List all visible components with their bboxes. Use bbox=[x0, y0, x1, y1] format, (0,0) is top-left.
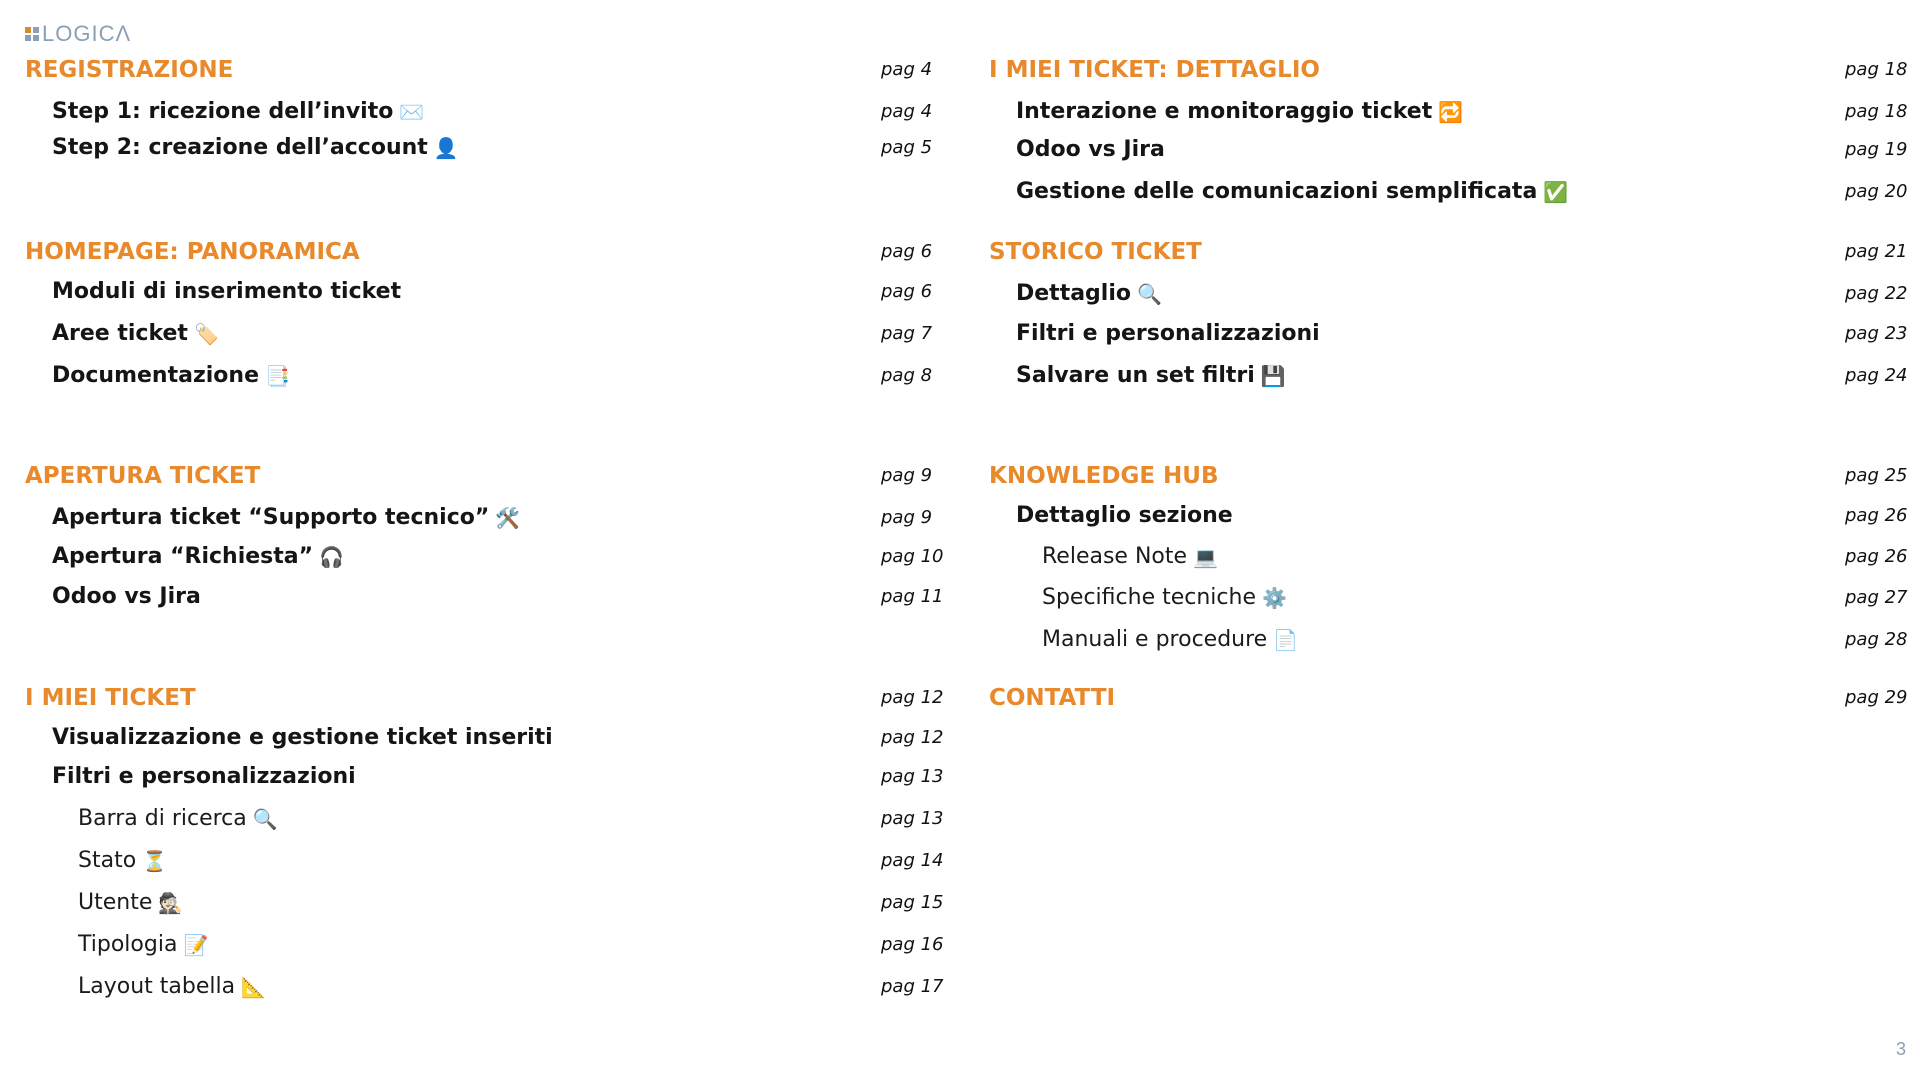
toc-section-entry[interactable] bbox=[989, 680, 1908, 716]
toc-entry-icon: ✉️ bbox=[399, 100, 425, 124]
toc-entry-icon: 📑 bbox=[265, 364, 290, 388]
toc-entry-icon: 🎧 bbox=[319, 545, 345, 569]
toc-entry-title bbox=[78, 927, 208, 963]
toc-entry-label: Interazione e monitoraggio ticket bbox=[1016, 99, 1433, 124]
toc-entry-label: Gestione delle comunicazioni semplificata bbox=[1016, 179, 1538, 204]
toc-section-entry[interactable] bbox=[989, 458, 1908, 494]
toc-sub2-entry[interactable] bbox=[25, 843, 944, 879]
toc-entry-label: CONTATTI bbox=[989, 685, 1116, 711]
toc-entry-title bbox=[1016, 132, 1165, 168]
toc-entry-icon: 👤 bbox=[433, 136, 459, 160]
toc-entry-title bbox=[78, 885, 183, 921]
toc-sub2-entry[interactable] bbox=[25, 927, 944, 963]
toc-entry-title bbox=[1016, 358, 1286, 394]
toc-entry-label: Specifiche tecniche bbox=[1042, 585, 1256, 610]
toc-entry-page: pag 14 bbox=[881, 850, 944, 871]
toc-entry-title bbox=[78, 843, 167, 879]
logo-mark-icon bbox=[25, 27, 39, 41]
toc-entry-title bbox=[78, 801, 278, 837]
toc-entry-label: Filtri e personalizzazioni bbox=[1016, 321, 1320, 346]
toc-entry-page: pag 29 bbox=[1845, 687, 1908, 708]
toc-entry-icon: 🏷️ bbox=[193, 322, 219, 346]
toc-entry-label: Step 2: creazione dell’account bbox=[52, 135, 428, 160]
toc-entry-icon: 💾 bbox=[1260, 364, 1286, 388]
toc-sub-entry[interactable] bbox=[25, 500, 940, 536]
logo bbox=[25, 21, 131, 47]
toc-sub-entry[interactable] bbox=[989, 174, 1908, 210]
toc-entry-title bbox=[52, 579, 201, 615]
toc-entry-page: pag 4 bbox=[881, 59, 933, 80]
toc-entry-page: pag 11 bbox=[881, 586, 944, 607]
toc-sub-entry[interactable] bbox=[25, 94, 940, 130]
toc-entry-page: pag 17 bbox=[881, 976, 944, 997]
toc-sub-entry[interactable] bbox=[25, 539, 944, 575]
toc-entry-page: pag 6 bbox=[881, 241, 933, 262]
toc-entry-title bbox=[52, 759, 356, 795]
toc-entry-label: I MIEI TICKET: DETTAGLIO bbox=[989, 57, 1320, 83]
toc-sub2-entry[interactable] bbox=[25, 801, 944, 837]
toc-entry-icon: 🛠️ bbox=[495, 506, 521, 530]
toc-entry-label: Manuali e procedure bbox=[1042, 627, 1268, 652]
toc-sub-entry[interactable] bbox=[25, 130, 940, 166]
toc-entry-title bbox=[1016, 174, 1568, 210]
toc-entry-label: Stato bbox=[78, 848, 137, 873]
toc-sub2-entry[interactable] bbox=[989, 580, 1908, 616]
toc-entry-title bbox=[52, 94, 424, 130]
toc-entry-label: Apertura ticket “Supporto tecnico” bbox=[52, 505, 490, 530]
toc-entry-page: pag 15 bbox=[881, 892, 944, 913]
toc-entry-title bbox=[1016, 94, 1463, 130]
toc-sub-entry[interactable] bbox=[989, 498, 1908, 534]
toc-sub2-entry[interactable] bbox=[989, 539, 1908, 575]
toc-sub-entry[interactable] bbox=[989, 132, 1908, 168]
toc-entry-title bbox=[989, 234, 1202, 270]
toc-entry-icon: 🔍 bbox=[252, 807, 278, 831]
toc-entry-page: pag 28 bbox=[1845, 629, 1908, 650]
toc-entry-page: pag 6 bbox=[881, 281, 933, 302]
toc-entry-label: REGISTRAZIONE bbox=[25, 57, 234, 83]
toc-entry-title bbox=[1016, 276, 1162, 312]
toc-entry-page: pag 10 bbox=[881, 546, 944, 567]
toc-entry-label: Barra di ricerca bbox=[78, 806, 247, 831]
toc-entry-page: pag 12 bbox=[881, 687, 944, 708]
toc-entry-title bbox=[989, 680, 1115, 716]
toc-entry-label: Moduli di inserimento ticket bbox=[52, 279, 402, 304]
toc-sub-entry[interactable] bbox=[25, 759, 944, 795]
toc-entry-label: Odoo vs Jira bbox=[1016, 137, 1165, 162]
toc-entry-label: Step 1: ricezione dell’invito bbox=[52, 99, 394, 124]
toc-entry-label: HOMEPAGE: PANORAMICA bbox=[25, 239, 360, 265]
toc-entry-label: Aree ticket bbox=[52, 321, 188, 346]
toc-entry-page: pag 27 bbox=[1845, 587, 1908, 608]
toc-sub2-entry[interactable] bbox=[25, 969, 944, 1005]
toc-entry-page: pag 18 bbox=[1845, 101, 1908, 122]
toc-entry-label: Tipologia bbox=[78, 932, 178, 957]
toc-entry-title bbox=[1042, 580, 1287, 616]
toc-sub2-entry[interactable] bbox=[25, 885, 944, 921]
toc-entry-icon: 💻 bbox=[1193, 545, 1218, 569]
toc-entry-label: Visualizzazione e gestione ticket inseriti bbox=[52, 725, 553, 750]
toc-entry-icon: ⚙️ bbox=[1261, 586, 1287, 610]
toc-entry-label: STORICO TICKET bbox=[989, 239, 1202, 265]
toc-entry-page: pag 4 bbox=[881, 101, 933, 122]
toc-entry-page: pag 23 bbox=[1845, 323, 1908, 344]
toc-entry-page: pag 5 bbox=[881, 137, 933, 158]
toc-entry-page: pag 16 bbox=[881, 934, 944, 955]
toc-sub2-entry[interactable] bbox=[989, 622, 1908, 658]
toc-entry-icon: 📐 bbox=[241, 975, 266, 999]
toc-entry-page: pag 22 bbox=[1845, 283, 1908, 304]
toc-sub-entry[interactable] bbox=[25, 316, 940, 352]
toc-entry-page: pag 8 bbox=[881, 365, 933, 386]
toc-entry-label: Release Note bbox=[1042, 544, 1188, 569]
toc-entry-title bbox=[25, 52, 233, 88]
toc-section-entry[interactable] bbox=[25, 52, 940, 88]
toc-entry-title bbox=[52, 358, 290, 394]
toc-entry-page: pag 12 bbox=[881, 727, 944, 748]
toc-entry-page: pag 9 bbox=[881, 465, 933, 486]
toc-entry-label: I MIEI TICKET bbox=[25, 685, 196, 711]
toc-entry-icon: ⏳ bbox=[142, 849, 168, 873]
toc-entry-title bbox=[52, 130, 459, 166]
toc-sub-entry[interactable] bbox=[25, 274, 940, 310]
toc-entry-title bbox=[25, 234, 360, 270]
toc-sub-entry[interactable] bbox=[989, 316, 1908, 352]
toc-entry-page: pag 25 bbox=[1845, 465, 1908, 486]
toc-section-entry[interactable] bbox=[25, 458, 940, 494]
toc-entry-icon: 🔍 bbox=[1137, 282, 1162, 306]
toc-entry-page: pag 24 bbox=[1845, 365, 1908, 386]
toc-entry-page: pag 9 bbox=[881, 507, 933, 528]
toc-entry-page: pag 26 bbox=[1845, 546, 1908, 567]
toc-entry-icon: 📝 bbox=[183, 933, 209, 957]
toc-entry-page: pag 19 bbox=[1845, 139, 1908, 160]
toc-entry-page: pag 26 bbox=[1845, 505, 1908, 526]
toc-sub-entry[interactable] bbox=[989, 276, 1908, 312]
logo-text: LOGICΛ bbox=[42, 21, 132, 46]
toc-entry-title bbox=[52, 274, 401, 310]
toc-entry-title bbox=[52, 500, 520, 536]
toc-entry-title bbox=[1042, 539, 1218, 575]
toc-entry-icon: 🔁 bbox=[1438, 100, 1464, 124]
toc-entry-page: pag 18 bbox=[1845, 59, 1908, 80]
toc-entry-label: Salvare un set filtri bbox=[1016, 363, 1255, 388]
toc-entry-label: APERTURA TICKET bbox=[25, 463, 261, 489]
toc-sub-entry[interactable] bbox=[989, 94, 1908, 130]
toc-entry-label: Apertura “Richiesta” bbox=[52, 544, 314, 569]
toc-entry-page: pag 7 bbox=[881, 323, 933, 344]
toc-entry-title bbox=[78, 969, 266, 1005]
toc-entry-title bbox=[989, 458, 1219, 494]
toc-entry-title bbox=[52, 539, 344, 575]
toc-section-entry[interactable] bbox=[25, 680, 944, 716]
toc-entry-label: KNOWLEDGE HUB bbox=[989, 463, 1219, 489]
toc-entry-title bbox=[25, 680, 196, 716]
toc-entry-title bbox=[1042, 622, 1298, 658]
toc-section-entry[interactable] bbox=[25, 234, 940, 270]
toc-sub-entry[interactable] bbox=[25, 720, 944, 756]
toc-entry-title bbox=[989, 52, 1320, 88]
toc-entry-label: Dettaglio sezione bbox=[1016, 503, 1233, 528]
toc-entry-icon: ✅ bbox=[1543, 180, 1569, 204]
toc-entry-icon: 📄 bbox=[1273, 628, 1299, 652]
toc-entry-label: Dettaglio bbox=[1016, 281, 1132, 306]
toc-entry-label: Odoo vs Jira bbox=[52, 584, 201, 609]
toc-entry-title bbox=[1016, 498, 1233, 534]
toc-entry-title bbox=[52, 720, 553, 756]
toc-entry-label: Utente bbox=[78, 890, 153, 915]
toc-entry-label: Filtri e personalizzazioni bbox=[52, 764, 356, 789]
toc-entry-icon: 🕵🏻 bbox=[158, 891, 184, 915]
toc-entry-title bbox=[1016, 316, 1320, 352]
toc-sub-entry[interactable] bbox=[25, 579, 944, 615]
toc-entry-page: pag 21 bbox=[1845, 241, 1908, 262]
toc-entry-title bbox=[52, 316, 219, 352]
toc-entry-page: pag 13 bbox=[881, 808, 944, 829]
toc-sub-entry[interactable] bbox=[25, 358, 940, 394]
toc-entry-label: Documentazione bbox=[52, 363, 259, 388]
page-number: 3 bbox=[1895, 1039, 1906, 1059]
toc-section-entry[interactable] bbox=[989, 52, 1908, 88]
toc-section-entry[interactable] bbox=[989, 234, 1908, 270]
toc-entry-page: pag 13 bbox=[881, 766, 944, 787]
toc-entry-page: pag 20 bbox=[1845, 181, 1908, 202]
toc-entry-label: Layout tabella bbox=[78, 974, 236, 999]
toc-sub-entry[interactable] bbox=[989, 358, 1908, 394]
toc-entry-title bbox=[25, 458, 260, 494]
